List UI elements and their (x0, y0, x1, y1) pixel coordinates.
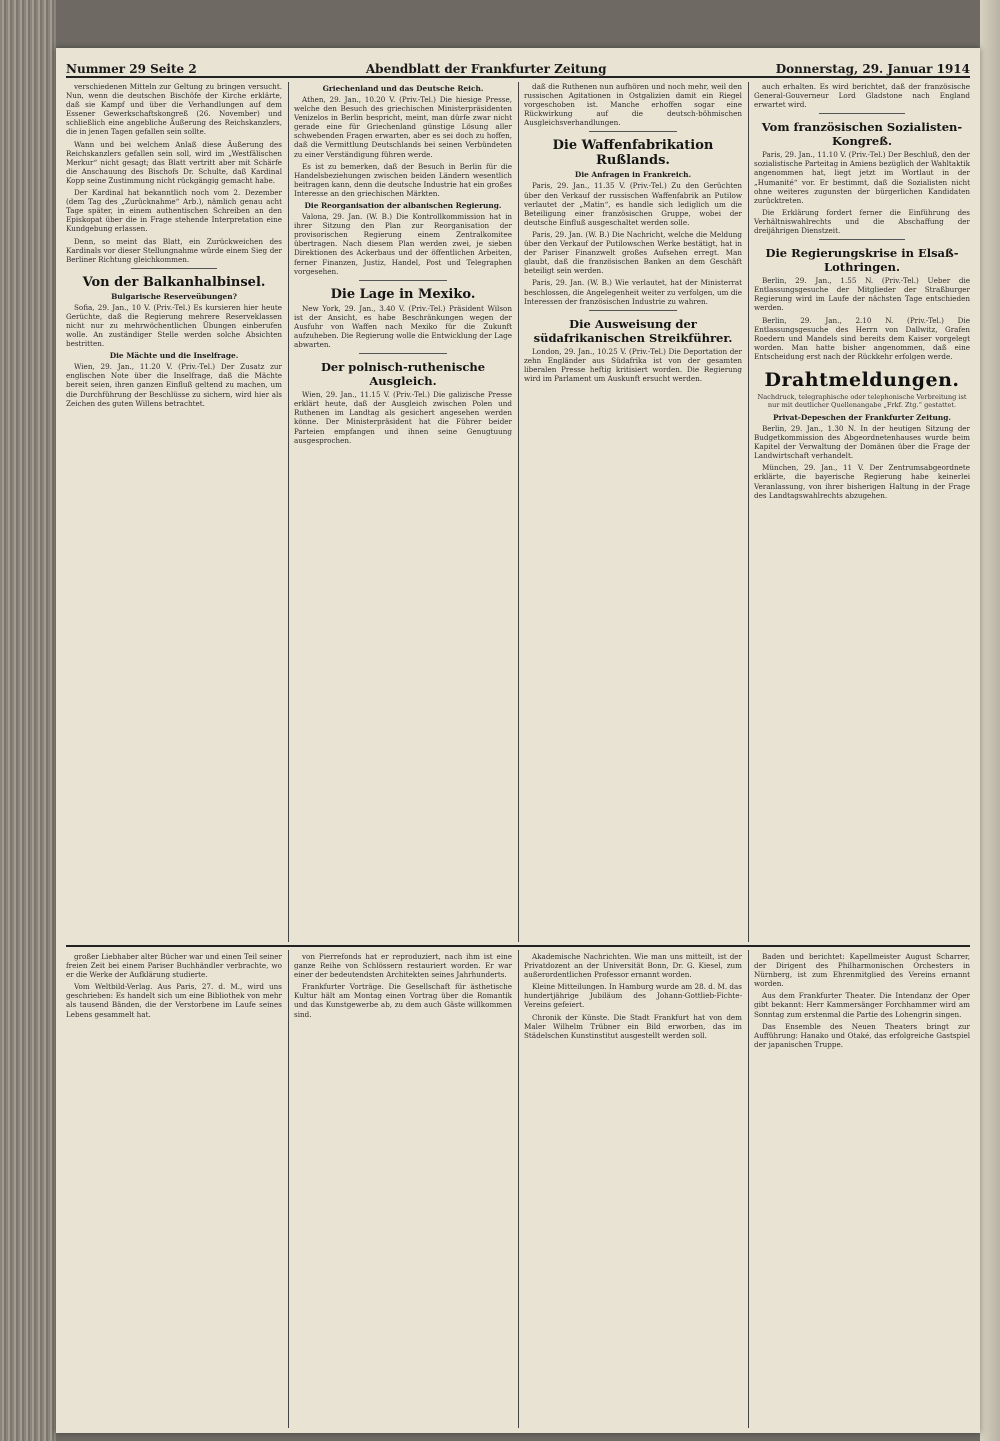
column-rule (518, 950, 519, 1428)
column-rule (748, 82, 749, 942)
article-separator (819, 113, 905, 114)
section-heading-ausweisung: Die Ausweisung der südafrikanischen Streikführer. (533, 316, 733, 345)
article-separator (131, 268, 217, 269)
page-shadow-edge (980, 0, 1000, 1441)
article-paragraph: Berlin, 29. Jan., 1.55 N. (Priv.-Tel.) Ueber die Entlassungsgesuche der Mitglieder der Straßburger Regierung wird im Laufe der nächsten Tage entschieden werden. (754, 276, 970, 313)
section-heading-regierungskrise: Die Regierungskrise in Elsaß-Lothringen. (765, 246, 959, 275)
article-paragraph: Berlin, 29. Jan., 1.30 N. In der heutigen Sitzung der Budgetkommission des Abgeordnetenhauses wurde beim Kapitel der Verwaltung der Domänen über die Frage der Landwirtschaft verhandelt. (754, 423, 970, 461)
subheading: Bulgarische Reserveübungen? (111, 291, 237, 301)
article-paragraph: daß die Ruthenen nun aufhören und noch mehr, weil den russischen Agitationen in Ostgalizien damit ein Riegel vorgeschoben ist. Manche erhoffen sogar eine Rückwirkung auf die deutsch-böhmischen Ausgleichsverhandlungen. (524, 82, 742, 128)
article-paragraph: Wien, 29. Jan., 11.15 V. (Priv.-Tel.) Die galizische Presse erklärt heute, daß der Ausgleich zwischen Polen und Ruthenen im Landtag als gesichert angesehen werden könne. Der Ministerpräsident hat die Führer beider Parteien empfangen und ihnen seine Genugtuung ausgesprochen. (294, 390, 512, 445)
newspaper-page (56, 48, 980, 1433)
section-heading-balkan: Von der Balkanhalbinsel. (82, 274, 266, 290)
page-header (66, 56, 970, 78)
article-paragraph: Baden und berichtet: Kapellmeister August Scharrer, der Dirigent des Philharmonischen Orchesters in Nürnberg, ist zum Ehrenmitglied des Vereins ernannt worden. (754, 952, 970, 989)
article-paragraph: Chronik der Künste. Die Stadt Frankfurt hat von dem Maler Wilhelm Trübner ein Bild erworben, das im Städelschen Kunstinstitut ausgestellt werden soll. (524, 1012, 742, 1040)
column-rule (748, 950, 749, 1428)
subheading: Privat-Depeschen der Frankfurter Zeitung. (773, 412, 951, 422)
article-paragraph: Paris, 29. Jan., 11.35 V. (Priv.-Tel.) Zu den Gerüchten über den Verkauf der russischen Waffenfabrik an Putilow verlautet der „Matin“, es handle sich lediglich um die Beteiligung einer französischen Gruppe, wobei der deutsche Einfluß ausgeschaltet werden solle. (524, 181, 742, 227)
article-separator (359, 353, 446, 354)
issue-date: Donnerstag, 29. Januar 1914 (775, 62, 970, 76)
article-paragraph: Aus dem Frankfurter Theater. Die Intendanz der Oper gibt bekannt: Herr Kammersänger Forchhammer wird am Sonntag zum erstenmal die Partie des Lohengrin singen. (754, 991, 970, 1019)
subheading: Die Reorganisation der albanischen Regierung. (304, 201, 502, 211)
section-heading-mexico: Die Lage in Mexiko. (330, 286, 476, 302)
newspaper-title: Abendblatt der Frankfurter Zeitung (365, 62, 607, 76)
feuilleton-column-1 (66, 952, 282, 1428)
subheading: Die Mächte und die Inselfrage. (109, 351, 239, 361)
article-paragraph: Frankfurter Vorträge. Die Gesellschaft für ästhetische Kultur hält am Montag einen Vortrag über die Romantik und das Kunstgewerbe ab, zu dem auch Gäste willkommen sind. (294, 982, 512, 1019)
article-paragraph: Das Ensemble des Neuen Theaters bringt zur Aufführung: Hanako und Otaké, das erfolgreiche Gastspiel der japanischen Truppe. (754, 1021, 970, 1049)
article-paragraph: Akademische Nachrichten. Wie man uns mitteilt, ist der Privatdozent an der Universität Bonn, Dr. G. Kiesel, zum außerordentlichen Professor ernannt worden. (524, 952, 742, 980)
article-separator (589, 310, 676, 311)
column-1 (66, 82, 282, 940)
article-paragraph: Berlin, 29. Jan., 2.10 N. (Priv.-Tel.) Die Entlassungsgesuche des Herrn von Dallwitz, Grafen Roedern und Mandels sind bereits dem Kaiser vorgelegt worden. Man hatte bisher angenommen, daß eine Entscheidung erst nach der Rückkehr erfolgen werde. (754, 315, 970, 361)
article-paragraph: Denn, so meint das Blatt, ein Zurückweichen des Kardinals vor dieser Stellungnahme würde einem Sieg der Berliner Richtung gleichkommen. (66, 236, 282, 264)
article-paragraph: Wien, 29. Jan., 11.20 V. (Priv.-Tel.) Der Zusatz zur englischen Note über die Inselfrage, daß die Mächte bereit seien, ihren ganzen Einfluß geltend zu machen, um die Durchführung der Beschlüsse zu sichern, wird hier als Zeichen des guten Willens betrachtet. (66, 362, 282, 408)
column-3 (524, 82, 742, 940)
article-paragraph: Wann und bei welchem Anlaß diese Äußerung des Reichskanzlers gefallen sein soll, wird im „Westfälischen Merkur“ nicht gesagt; das Blatt vertritt aber mit Schärfe die Anschauung des Bischofs Dr. Schulte, daß Kardinal Kopp seine Zustimmung nicht rückgängig gemacht habe. (66, 139, 282, 185)
section-heading-drahtmeldungen: Drahtmeldungen. (764, 368, 960, 391)
article-separator (359, 280, 446, 281)
article-paragraph: Es ist zu bemerken, daß der Besuch in Berlin für die Handelsbeziehungen zwischen beiden Ländern wesentlich beitragen kann, denn die deutsche Industrie hat ein großes Interesse an den griechischen Märkten. (294, 161, 512, 198)
section-heading-sozialisten: Vom französischen Sozialisten-Kongreß. (761, 120, 963, 149)
column-4 (754, 82, 970, 940)
section-heading-ausgleich: Der polnisch-ruthenische Ausgleich. (320, 360, 486, 389)
article-paragraph: Athen, 29. Jan., 10.20 V. (Priv.-Tel.) Die hiesige Presse, welche den Besuch des griechischen Ministerpräsidenten Venizelos in Berlin bespricht, meint, man dürfe zwar nicht gerade eine für Griechenland günstige Lösung aller schwebenden Fragen erwarten, aber es sei doch zu hoffen, daß die Vermittlung Deutschlands bei seinen Verbündeten zu einer Verständigung führen werde. (294, 95, 512, 159)
column-2 (294, 82, 512, 940)
article-paragraph: Paris, 29. Jan. (W. B.) Wie verlautet, hat der Ministerrat beschlossen, die Angelegenheit weiter zu verfolgen, um die Interessen der französischen Industrie zu wahren. (524, 278, 742, 306)
article-paragraph: von Pierrefonds hat er reproduziert, nach ihm ist eine ganze Reihe von Schlössern restauriert worden. Er war einer der bedeutendsten Architekten seines Jahrhunderts. (294, 952, 512, 980)
feuilleton-column-3 (524, 952, 742, 1428)
article-paragraph: Sofia, 29. Jan., 10 V. (Priv.-Tel.) Es kursieren hier heute Gerüchte, daß die Regierung mehrere Reserveklassen nicht nur zu mehrwöchentlichen Übungen einberufen wolle. An zuständiger Stelle werden solche Absichten bestritten. (66, 302, 282, 349)
article-separator (819, 239, 905, 240)
article-separator (589, 131, 676, 132)
book-spine-edge (0, 0, 56, 1441)
column-rule (288, 82, 289, 942)
issue-number: Nummer 29 Seite 2 (66, 62, 197, 76)
column-rule (288, 950, 289, 1428)
article-paragraph: Die Erklärung fordert ferner die Einführung des Verhältniswahlrechts und die Abschaffung der dreijährigen Dienstzeit. (754, 207, 970, 236)
article-paragraph: Der Kardinal hat bekanntlich noch vom 2. Dezember (dem Tag des „Zurücknahme“ Arb.), nämlich genau acht Tage später, in einem authentischen Schreiben an den Episkopat über die in Frage stehende Interpretation eine Kundgebung erlassen. (66, 188, 282, 234)
article-paragraph: Paris, 29. Jan. (W. B.) Die Nachricht, welche die Meldung über den Verkauf der Putilowschen Werke bestätigt, hat in der Pariser Finanzwelt großes Aufsehen erregt. Man glaubt, daß die französischen Banken an dem Geschäft beteiligt sein werden. (524, 229, 742, 276)
subheading: Die Anfragen in Frankreich. (574, 170, 692, 180)
reprint-notice: Nachdruck, telegraphische oder telephonische Verbreitung ist nur mit deutlicher Quellenangabe „Frkf. Ztg.“ gestattet. (757, 392, 967, 409)
article-paragraph: London, 29. Jan., 10.25 V. (Priv.-Tel.) Die Deportation der zehn Engländer aus Südafrika ist von der gesamten liberalen Presse heftig kritisiert worden. Die Regierung wird im Parlament um Auskunft ersucht werden. (524, 346, 742, 383)
subheading: Griechenland und das Deutsche Reich. (322, 84, 484, 93)
article-paragraph: Vom Weltbild-Verlag. Aus Paris, 27. d. M., wird uns geschrieben: Es handelt sich um eine Bibliothek von mehr als tausend Bänden, die der Verstorbene im Laufe seines Lebens gesammelt hat. (66, 982, 282, 1019)
section-heading-waffenfabrikation: Die Waffenfabrikation Rußlands. (552, 138, 714, 169)
article-paragraph: verschiedenen Mitteln zur Geltung zu bringen versucht. Nun, wenn die deutschen Bischöfe der Kirche erklärte, daß sie Kampf und über die Verhandlungen auf dem Essener Gewerkschaftskongreß (26. November) und schließlich eine angebliche Äußerung des Reichskanzlers, die in jenen Tagen gefallen sein sollte. (66, 82, 282, 137)
article-paragraph: großer Liebhaber alter Bücher war und einen Teil seiner freien Zeit bei einem Pariser Buchhändler verbrachte, wo er die Werke der Aufklärung studierte. (66, 952, 282, 980)
article-paragraph: New York, 29. Jan., 3.40 V. (Priv.-Tel.) Präsident Wilson ist der Ansicht, es habe Beschränkungen wegen der Ausfuhr von Waffen nach Mexiko für die Zukunft aufzuheben. Die Regierung wolle die Entwicklung der Lage abwarten. (294, 303, 512, 350)
article-paragraph: Kleine Mitteilungen. In Hamburg wurde am 28. d. M. das hundertjährige Jubiläum des Johann-Gottlieb-Fichte-Vereins gefeiert. (524, 982, 742, 1010)
article-paragraph: Paris, 29. Jan., 11.10 V. (Priv.-Tel.) Der Beschluß, den der sozialistische Parteitag in Amiens bezüglich der Wahltaktik angenommen hat, liegt jetzt im Wortlaut in der „Humanité“ vor. Er bestimmt, daß die Sozialisten nicht ohne weiteres zugunsten der bürgerlichen Kandidaten zurücktreten. (754, 150, 970, 205)
feuilleton-column-4 (754, 952, 970, 1428)
article-paragraph: auch erhalten. Es wird berichtet, daß der französische General-Gouverneur Lord Gladstone nach England erwartet wird. (754, 82, 970, 110)
article-paragraph: München, 29. Jan., 11 V. Der Zentrumsabgeordnete erklärte, die bayerische Regierung habe keinerlei Veranlassung, von ihrer bisherigen Haltung in der Frage des Landtagswahlrechts abzugehen. (754, 463, 970, 500)
column-rule (518, 82, 519, 942)
feuilleton-column-2 (294, 952, 512, 1428)
article-paragraph: Valona, 29. Jan. (W. B.) Die Kontrollkommission hat in ihrer Sitzung den Plan zur Reorganisation der provisorischen Regierung einem Zentralkomitee übertragen. Nach diesem Plan werden zwei, je sieben Direktionen des Ackerbaus und der öffentlichen Arbeiten, ferner Finanzen, Justiz, Handel, Post und Telegraphen vorgesehen. (294, 212, 512, 276)
section-divider (66, 945, 970, 947)
